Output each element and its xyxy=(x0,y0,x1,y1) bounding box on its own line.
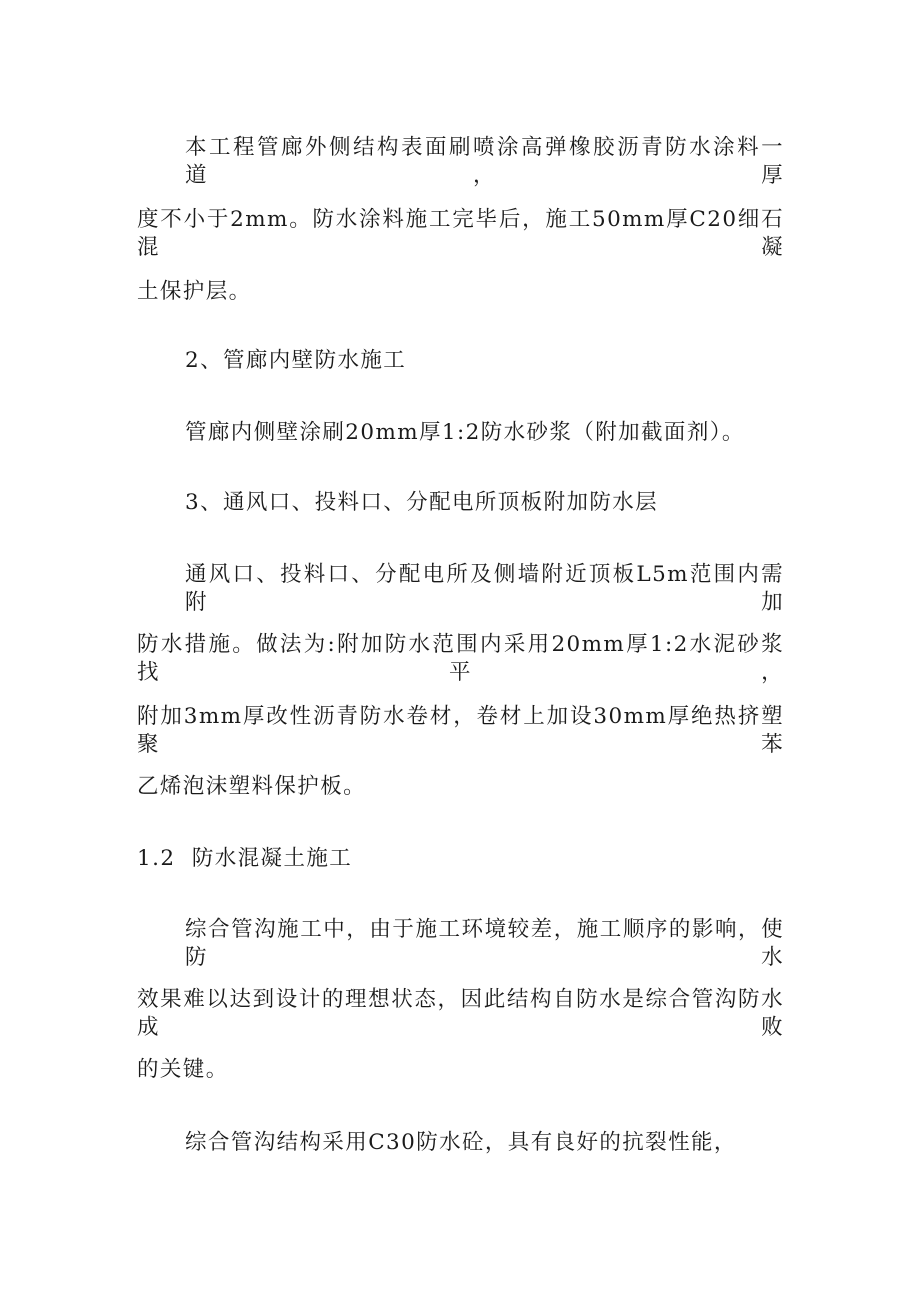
paragraph-3-line-1: 通风口、投料口、分配电所及侧墙附近顶板L5m范围内需附加 xyxy=(185,562,784,615)
paragraph-3-line-4: 乙烯泡沫塑料保护板。 xyxy=(137,774,367,799)
paragraph-3-line-2: 防水措施。做法为:附加防水范围内采用20mm厚1:2水泥砂浆找平， xyxy=(137,632,784,685)
paragraph-4-line-2: 效果难以达到设计的理想状态，因此结构自防水是综合管沟防水成败 xyxy=(137,987,784,1040)
paragraph-4-line-1: 综合管沟施工中，由于施工环境较差，施工顺序的影响，使防水 xyxy=(185,917,784,970)
section-heading-1-2: 1.2 防水混凝土施工 xyxy=(137,846,353,871)
paragraph-1-line-3: 土保护层。 xyxy=(137,279,252,304)
paragraph-2-line-1: 管廊内侧壁涂刷20mm厚1:2防水砂浆（附加截面剂）。 xyxy=(185,420,745,445)
paragraph-3-line-3: 附加3mm厚改性沥青防水卷材，卷材上加设30mm厚绝热挤塑聚苯 xyxy=(137,704,784,757)
section-heading-3: 3、通风口、投料口、分配电所顶板附加防水层 xyxy=(185,490,659,515)
paragraph-1-line-1: 本工程管廊外侧结构表面刷喷涂高弹橡胶沥青防水涂料一道，厚 xyxy=(185,135,784,188)
paragraph-4-line-3: 的关键。 xyxy=(137,1057,229,1082)
paragraph-1-line-2: 度不小于2mm。防水涂料施工完毕后，施工50mm厚C20细石混凝 xyxy=(137,207,784,260)
paragraph-5-line-1: 综合管沟结构采用C30防水砼，具有良好的抗裂性能， xyxy=(185,1130,737,1155)
section-heading-2: 2、管廊内壁防水施工 xyxy=(185,348,407,373)
